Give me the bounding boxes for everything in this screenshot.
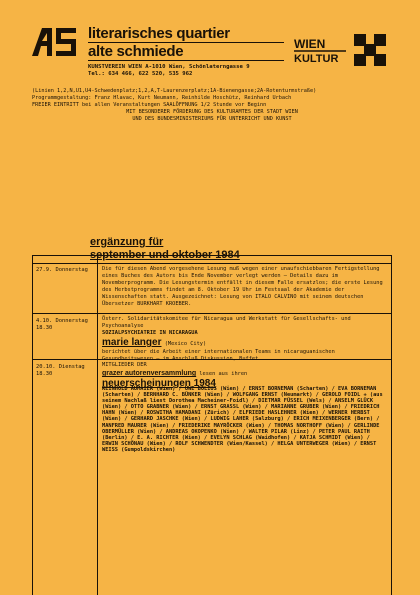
address-line-1: KUNSTVEREIN WIEN A-1010 Wien, Schönlaterngasse 9 — [88, 64, 250, 70]
entry-2-body — [102, 316, 388, 363]
support-line-1: MIT BESONDERER FÖRDERUNG DES KULTURAMTES DER STADT WIEN — [126, 109, 298, 115]
entry-1-date: 27.9. Donnerstag — [36, 267, 88, 273]
address-block — [88, 64, 250, 78]
entry-2-day: 4.10. Donnerstag — [36, 318, 88, 324]
entry-3-day: 20.10. Dienstag — [36, 364, 85, 370]
entry-2-organizer: Österr. Solidaritätskomitee für Nicaragua und Werkstatt für Gesellschafts- und Psychoanalyse — [102, 316, 351, 329]
entry-2-description: berichtet über die Arbeit einer internationalen Teams in nicaraguanischen Gesundheitswesen – im Anschluß Diskussion, Buffet. — [102, 349, 335, 362]
wien-kultur-logo — [294, 34, 392, 78]
table-divider — [97, 255, 98, 595]
entry-2-speaker — [102, 337, 388, 349]
venue-title — [88, 25, 284, 61]
table-rule — [33, 313, 391, 314]
table-rule — [33, 255, 391, 256]
info-lines — [32, 88, 392, 123]
entry-2-topic: SOZIALPSYCHIATRIE IN NICARAGUA — [102, 330, 198, 336]
support-line-2: UND DES BUNDESMINISTERIUMS FÜR UNTERRICHT UND KUNST — [132, 116, 292, 122]
address-line-2: Tel.: 634 466, 622 520, 535 962 — [88, 71, 193, 77]
entry-2-time: 18.30 — [36, 325, 53, 331]
entry-3-time: 18.30 — [36, 371, 53, 377]
title-line-1: literarisches quartier — [88, 25, 284, 43]
entry-2-date — [36, 318, 88, 332]
table-rule — [33, 263, 391, 264]
org-suffix: lesen aus ihren — [199, 371, 248, 377]
program-heading-line-2: september und oktober 1984 — [90, 249, 240, 261]
entry-3-line-1: MITGLIEDER DER — [102, 362, 147, 368]
entry-3-date — [36, 364, 85, 378]
speaker-name: marie langer — [102, 337, 162, 348]
transport-line: (Linien 1,2,N,U1,U4-Schwedenplatz;1,2,A,T-Laurenzerplatz;1A-Bienengasse;2A-Rotenturmstraße) — [32, 88, 317, 94]
program-heading-line-1: ergänzung für — [90, 236, 164, 248]
entry-3-subtitle: neuerscheinungen 1984 — [102, 378, 216, 389]
speaker-origin: (Mexico City) — [164, 341, 207, 347]
alte-schmiede-logo — [30, 26, 78, 58]
program-lead-line: Programmgestaltung: Franz Hlavac, Kurt Neumann, Reinhilde Hoschütz, Reinhard Urbach — [32, 95, 292, 101]
entry-3-org — [102, 369, 388, 378]
entry-line: FREIER EINTRITT bei allen Veranstaltungen SAALÖFFNUNG 1/2 Stunde vor Beginn — [32, 102, 267, 108]
kultur-logo-text: KULTUR — [294, 53, 339, 65]
wien-logo-text: WIEN — [294, 37, 326, 51]
authors-list: REINHOLD AUMAIER (Wien) / UWE BOLIUS (Wien) / ERNST BORNEMAN (Scharten) / EVA BORNEMAN (Scharten) / BERNHARD C. BÜNKER (Wien) / WOLFGANG ERNST (Neumarkt) / GEROLD FOIDL + (aus seinem Nachlaß liest Dorothea Macheiner-Foidl) / DIETMAR FÜSSEL (Wels) / ANSELM GLÜCK (Wien) / OTTO GRABNER (Wien) / ERNST GRASSL (Wien) / MARIANNE GRUBER (Wien) / FRIEDRICH HAHN (Wien) / ROSWITHA HAMADANI (Zürich) / ELFRIEDE HASLEHNER (Wien) / WERNER HERBST (Wien) / GERHARD JASCHKE (Wien) / LUDWIG LAHER (Salzburg) / ERICH MEIXENBERGER (Bern) / MANFRED MAURER (Wien) / FRIEDERIKE MAYRÖCKER (Wien) / THOMAS NORTHOFF (Wien) / GERLINDE OBERMÜLLER (Wien) / ANDREAS OKOPENKO (Wien) / WALTER PILAR (Linz) / PETER PAUL RAITH (Berlin) / E. A. RICHTER (Wien) / EVELYN SCHLAG (Waidhofen) / KATJA SCHMIDT (Wien) / ERWIN SCHÖNAU (Wien) / ROLF SCHWENDTER (Wien/Kassel) / HELGA UNTERWEGER (Wien) / ERNST WEISS (Gumpoldskirchen) — [102, 386, 383, 453]
title-line-2: alte schmiede — [88, 43, 284, 61]
org-name: grazer autorenversammlung — [102, 370, 197, 377]
entry-1-text: Die für diesen Abend vorgesehene Lesung muß wegen einer unaufschiebbaren Fertigstellung eines Buches des Autors bis Ende November verlegt werden – Details dazu im Novemberprogramm. Die Lesungstermin entfällt in diesem Falle ersatzlos; die erste Lesung des Herbstprogramms findet am 8. Oktober 19 Uhr im Festsaal der Akademie der Wissenschaften statt. Ausgezeichnet: Lesung von ITALO CALVINO mit seinem deutschen Übersetzer BURKHART KROEBER. — [102, 266, 383, 307]
